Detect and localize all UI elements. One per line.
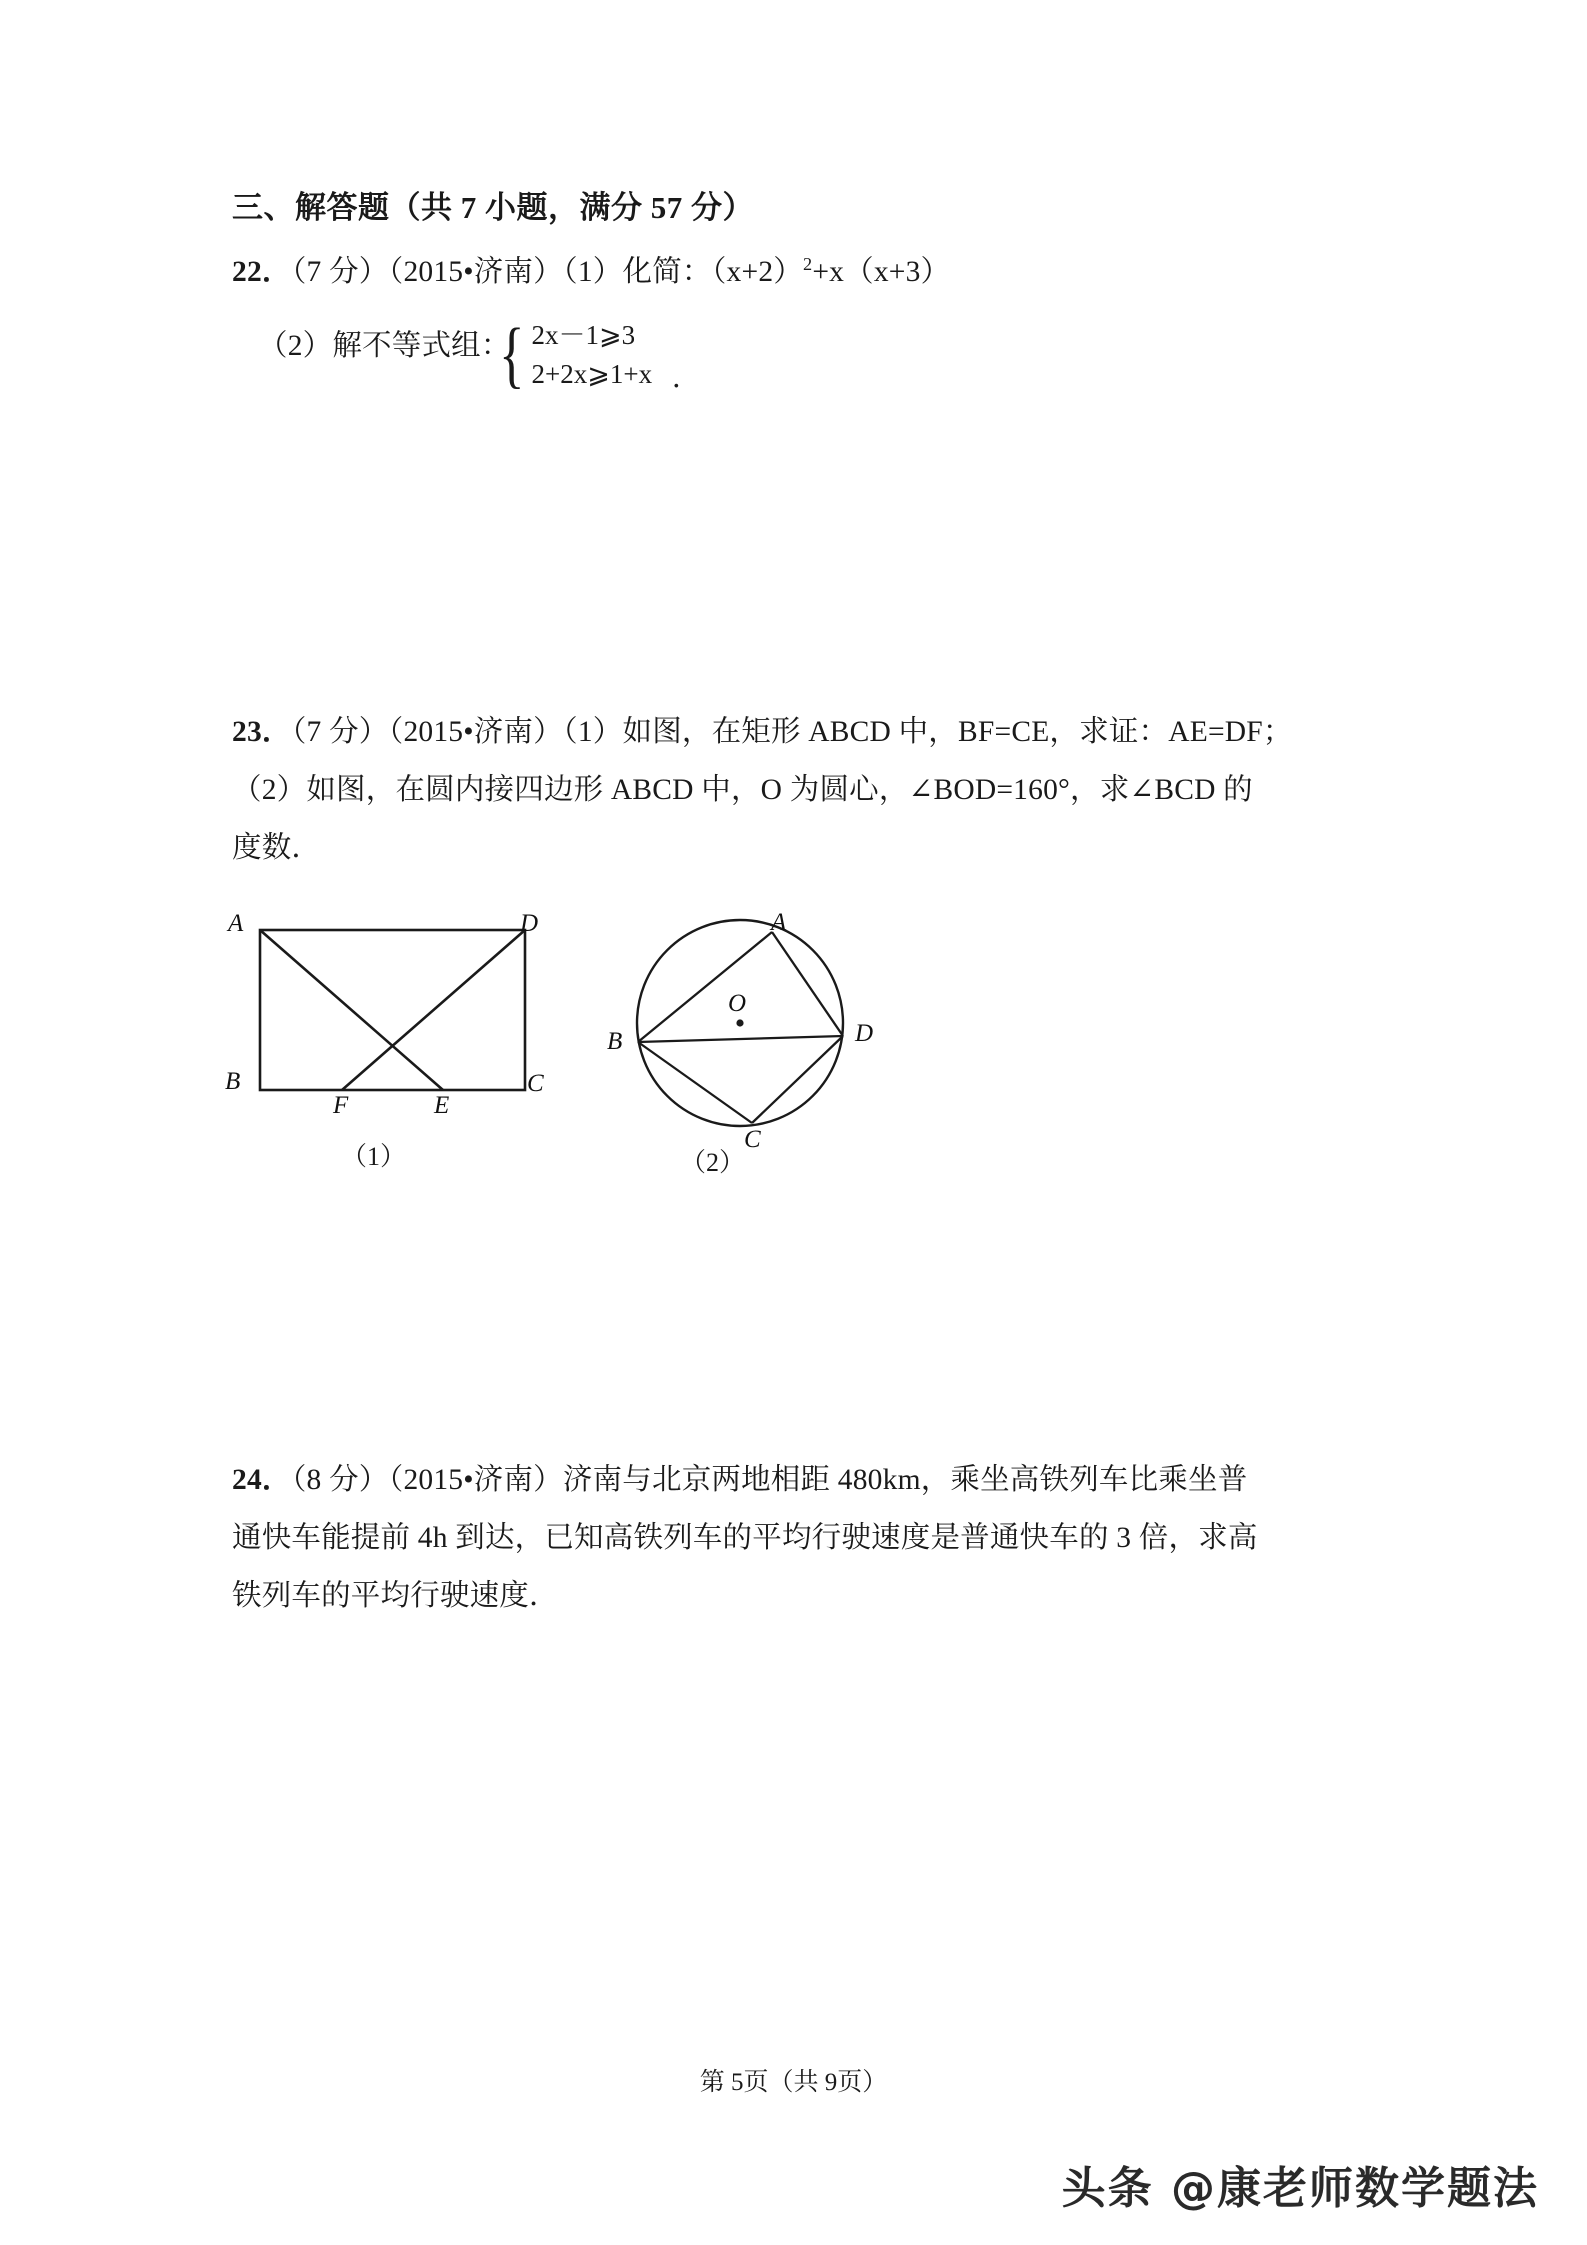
- section-heading: 三、解答题（共 7 小题，满分 57 分）: [232, 190, 754, 225]
- question-22-exponent: 2: [802, 254, 813, 275]
- inequality-line-2: 2+2x⩾1+x: [531, 359, 653, 389]
- question-23-part1-text: （1）如图，在矩形 ABCD 中，BF=CE，求证：AE=DF；: [562, 716, 1293, 748]
- figure-2-label-b: B: [607, 1028, 623, 1055]
- watermark: 头条 @康老师数学题法: [1061, 2163, 1539, 2214]
- figures-container: [0, 890, 1587, 1190]
- question-22-part1: （1）化简：（x+2）: [562, 256, 803, 288]
- chord-ad: [772, 932, 843, 1036]
- question-24-line-3: 铁列车的平均行驶速度．: [232, 1580, 559, 1612]
- question-23-line-2: （2）如图，在圆内接四边形 ABCD 中，O 为圆心，∠BOD=160°，求∠BCD 的: [232, 774, 1253, 806]
- figure-1-rectangle-diagram: [220, 900, 560, 1130]
- question-23-line-1: [232, 718, 1293, 748]
- question-22-number: 22．: [232, 256, 292, 288]
- chord-ba: [638, 932, 772, 1042]
- figure-2-caption: （2）: [680, 1148, 746, 1177]
- figure-1-label-a: A: [228, 910, 244, 937]
- inequality-terminator: ．: [672, 363, 701, 394]
- question-24-line-1: [232, 1466, 1247, 1496]
- question-22-source: （2015•济南）: [388, 256, 563, 288]
- center-point-dot: [736, 1019, 743, 1026]
- question-22-part2-label: （2）解不等式组：: [258, 330, 511, 362]
- question-24-points: （8 分）: [291, 1464, 389, 1496]
- question-24-number: 24．: [232, 1464, 292, 1496]
- chord-cd: [752, 1036, 843, 1123]
- inequality-line-1: 2x－1⩾3: [531, 319, 636, 350]
- inequality-system: [494, 312, 652, 398]
- segment-ae: [260, 930, 443, 1090]
- figure-2-label-d: D: [855, 1020, 874, 1047]
- question-24-text-1: 济南与北京两地相距 480km，乘坐高铁列车比乘坐普: [562, 1464, 1248, 1496]
- figure-2-label-a: A: [771, 909, 787, 936]
- figure-2-label-o: O: [728, 990, 747, 1017]
- segment-df: [342, 930, 525, 1090]
- question-22-points: （7 分）: [291, 256, 389, 288]
- inequality-rows: [532, 316, 653, 394]
- question-23-number: 23．: [232, 716, 292, 748]
- question-22-part1-tail: +x（x+3）: [812, 256, 951, 288]
- figure-1-label-c: C: [527, 1070, 544, 1097]
- chord-bd: [638, 1036, 843, 1042]
- question-24-line-2: 通快车能提前 4h 到达，已知高铁列车的平均行驶速度是普通快车的 3 倍，求高: [232, 1522, 1258, 1554]
- figure-2-label-c: C: [744, 1126, 761, 1153]
- rectangle-abcd: [260, 930, 525, 1090]
- figure-1-caption: （1）: [341, 1142, 407, 1171]
- figure-1-label-d: D: [520, 910, 539, 937]
- question-22-line-1: [232, 254, 951, 288]
- question-23-points: （7 分）: [291, 716, 389, 748]
- figure-1-label-b: B: [225, 1068, 241, 1095]
- left-brace-glyph: {: [498, 313, 525, 396]
- page-footer: 第 5页（共 9页）: [699, 2069, 888, 2096]
- figure-1-label-f: F: [333, 1092, 349, 1119]
- figure-1-label-e: E: [434, 1092, 450, 1119]
- question-23-line-3: 度数．: [232, 832, 322, 864]
- question-23-source: （2015•济南）: [388, 716, 563, 748]
- question-24-source: （2015•济南）: [388, 1464, 563, 1496]
